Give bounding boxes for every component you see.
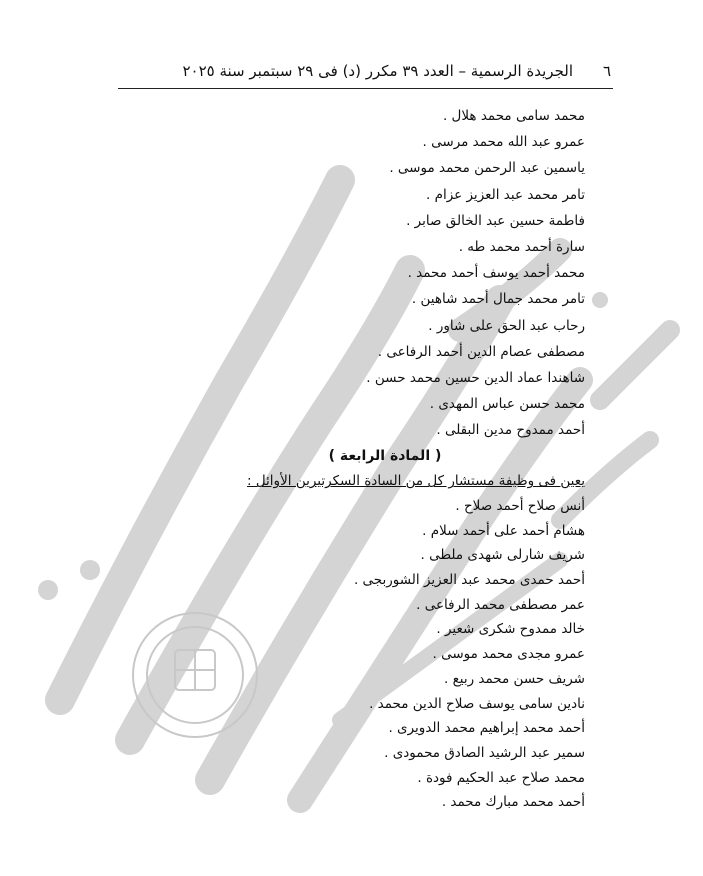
gazette-issue-title: الجريدة الرسمية – العدد ٣٩ مكرر (د) فى ٢٩ سبتمبر سنة ٢٠٢٥: [182, 62, 573, 80]
list-item: شاهندا عماد الدين حسين محمد حسن .: [366, 369, 585, 386]
list-item: محمد صلاح عبد الحكيم فودة .: [417, 769, 585, 786]
names-list-part1: [105, 103, 585, 443]
list-item: فاطمة حسين عبد الخالق صابر .: [406, 212, 585, 229]
list-item: محمد سامى محمد هلال .: [442, 108, 585, 124]
names-list-part2: [105, 494, 585, 815]
list-item: شريف شارلى شهدى ملطى .: [420, 547, 585, 564]
list-item: محمد حسن عباس المهدى .: [429, 396, 585, 413]
list-item: تامر محمد جمال أحمد شاهين .: [411, 291, 585, 308]
page-header: [118, 60, 613, 89]
list-item: ياسمين عبد الرحمن محمد موسى .: [389, 160, 585, 177]
list-item: أحمد محمد مبارك محمد .: [441, 794, 585, 811]
list-item: أحمد محمد إبراهيم محمد الدويرى .: [388, 720, 585, 737]
list-item: مصطفى عصام الدين أحمد الرفاعى .: [377, 343, 585, 360]
article-intro-text: يعين فى وظيفة مستشار كل من السادة السكرتيرين الأوائل :: [246, 473, 585, 490]
list-item: خالد ممدوح شكرى شعير .: [436, 621, 585, 638]
list-item: عمر مصطفى محمد الرفاعى .: [416, 596, 585, 613]
watermark-dot: [38, 580, 58, 600]
list-item: تامر محمد عبد العزيز عزام .: [426, 186, 585, 203]
list-item: سارة أحمد محمد طه .: [458, 238, 585, 255]
watermark-stroke: [600, 330, 670, 400]
list-item: محمد أحمد يوسف أحمد محمد .: [407, 265, 585, 282]
page-number: ٦: [602, 62, 611, 80]
list-item: هشام أحمد على أحمد سلام .: [422, 522, 585, 539]
list-item: أحمد حمدى محمد عبد العزيز الشوربجى .: [353, 572, 585, 589]
watermark-dot: [592, 292, 608, 308]
list-item: نادين سامى يوسف صلاح الدين محمد .: [369, 695, 585, 712]
watermark-dot: [80, 560, 100, 580]
list-item: رحاب عبد الحق على شاور .: [428, 317, 585, 334]
list-item: أحمد ممدوح مدين البقلى .: [436, 422, 585, 439]
list-item: عمرو عبد الله محمد مرسى .: [422, 134, 585, 151]
list-item: عمرو مجدى محمد موسى .: [432, 646, 585, 663]
list-item: أنس صلاح أحمد صلاح .: [455, 498, 585, 515]
article-intro: [105, 469, 585, 494]
list-item: شريف حسن محمد ربيع .: [444, 670, 585, 687]
document-body: [105, 103, 585, 815]
article-heading: ( المادة الرابعة ): [328, 448, 442, 465]
list-item: سمير عبد الرشيد الصادق محمودى .: [384, 744, 585, 761]
